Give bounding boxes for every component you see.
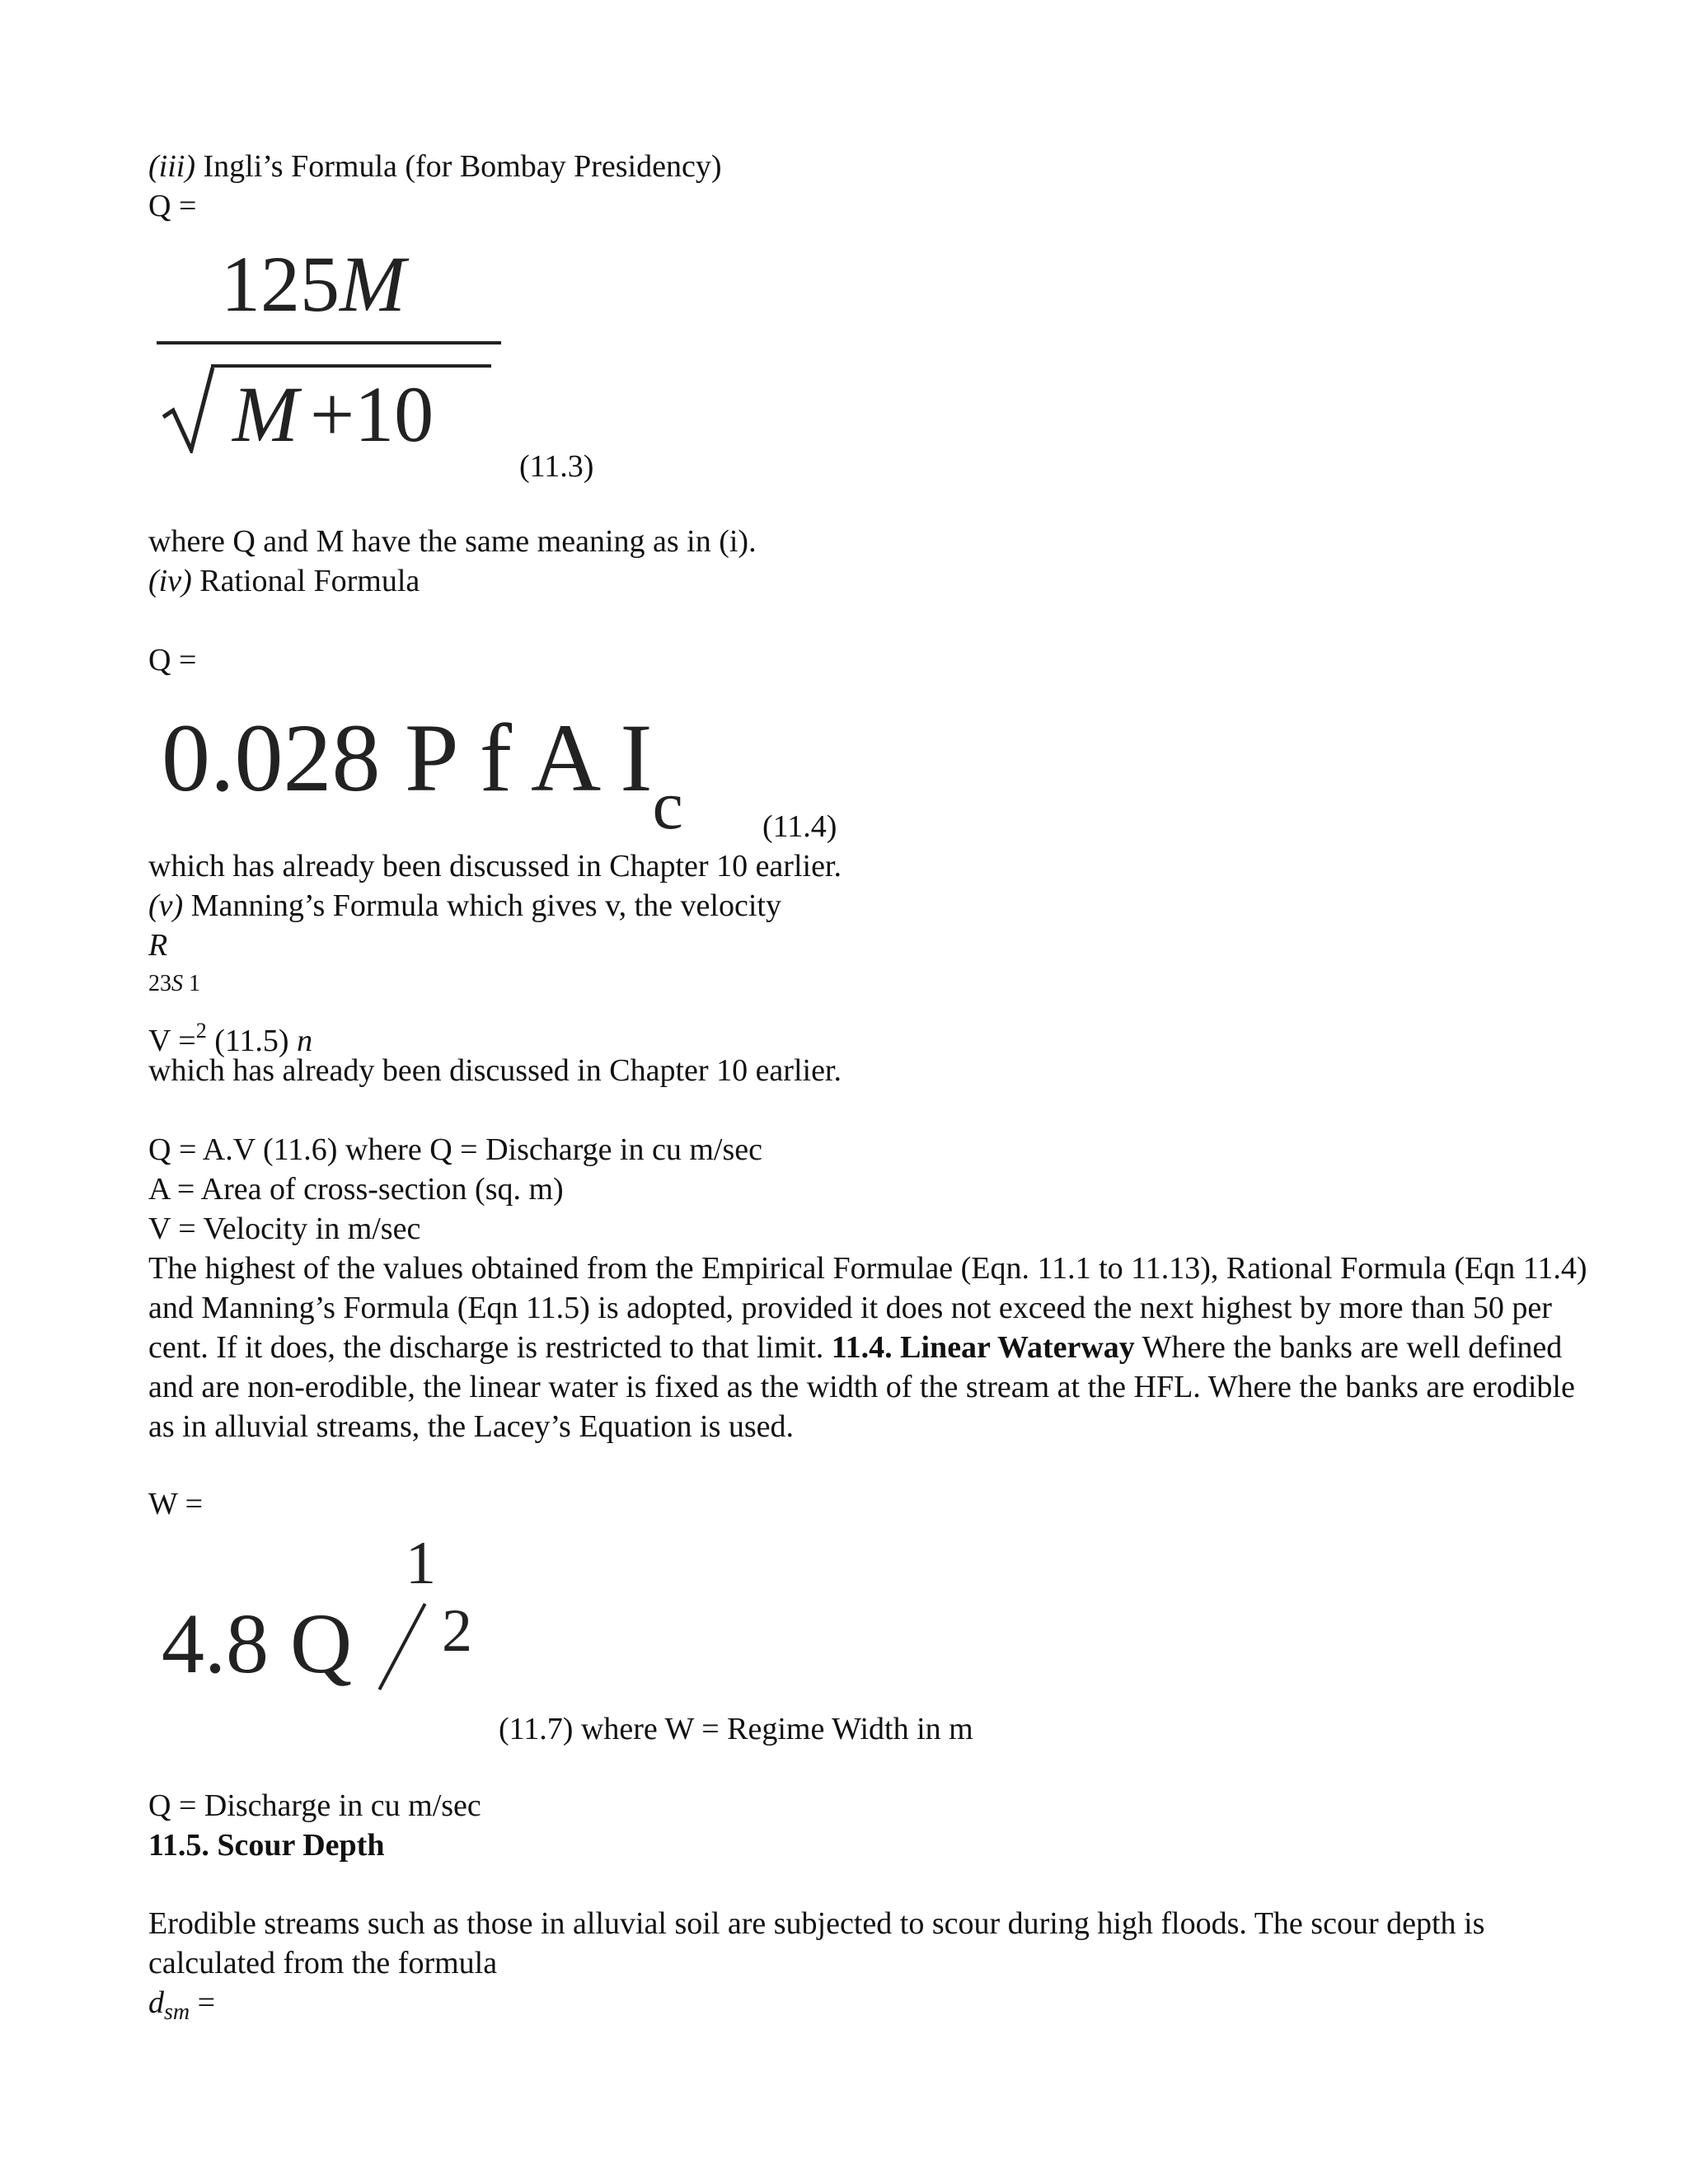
rational-formula: 0.028 P f A $I_c$ xyxy=(162,704,683,844)
w-eq: W = xyxy=(148,1487,204,1521)
ingli-denominator-var: M xyxy=(232,370,298,458)
ingli-title: Ingli’s Formula (for Bombay Presidency) xyxy=(203,149,722,184)
sqrt-icon xyxy=(162,363,219,453)
ingli-heading xyxy=(148,147,722,186)
qav-line-2: A = Area of cross-section (sq. m) xyxy=(148,1172,564,1207)
ingli-note: where Q and M have the same meaning as in (i). xyxy=(148,524,757,559)
scour-paragraph: Erodible streams such as those in alluvial soil are subjected to scour during high floods. The scour depth is calculated from the formula xyxy=(148,1906,1485,1980)
item-label-iv: (iv) xyxy=(148,564,192,598)
manning-title: Manning’s Formula which gives v, the velocity xyxy=(190,888,781,923)
ingli-numerator: 125M xyxy=(221,240,406,328)
item-label-iii: (iii) xyxy=(148,149,195,184)
q-definition: Q = Discharge in cu m/sec xyxy=(148,1788,481,1823)
section-heading-11-4: 11.4. Linear Waterway xyxy=(831,1330,1135,1365)
ingli-denominator: M +10 xyxy=(232,370,434,458)
ingli-numerator-var: M xyxy=(340,240,406,328)
lacey-exp-den: 2 xyxy=(442,1597,472,1665)
eq-11-7-line: (11.7) where W = Regime Width in m xyxy=(499,1712,973,1746)
ingli-formula xyxy=(157,239,511,470)
rational-heading xyxy=(148,561,420,601)
manning-fragment: 23S 1 xyxy=(148,971,200,996)
manning-heading xyxy=(148,886,781,926)
body-paragraph: The highest of the values obtained from the Empirical Formulae (Eqn. 11.1 to 11.13), Rational Formula (Eqn 11.4) and Manning’s Formula (Eqn 11.5) is adopted, provided it does not exceed the next highest by more than 50 per cent. If it does, the discharge is restricted to that limit. 11.4. Linear Waterway Where the banks are well defined and are non-erodible, the linear water is fixed as the width of the stream at the HFL. Where the banks are erodible as in alluvial streams, the Lacey’s Equation is used. xyxy=(148,1251,1587,1444)
manning-r: R xyxy=(148,928,168,963)
ingli-q-eq: Q = xyxy=(148,189,197,223)
rational-formula-sub: c xyxy=(652,767,683,844)
lacey-exp-slash xyxy=(378,1603,427,1690)
manning-note: which has already been discussed in Chapter 10 earlier. xyxy=(148,1053,842,1088)
manning-equation: V =$^2$ (11.5) n xyxy=(148,1019,313,1058)
lacey-exp-num: 1 xyxy=(406,1530,436,1597)
rational-note: which has already been discussed in Chapter 10 earlier. xyxy=(148,849,842,883)
lacey-formula xyxy=(162,1530,508,1718)
rational-title: Rational Formula xyxy=(199,564,420,598)
qav-line-3: V = Velocity in m/sec xyxy=(148,1212,421,1246)
item-label-v: (v) xyxy=(148,888,184,923)
qav-line-1: Q = A.V (11.6) where Q = Discharge in cu m/sec xyxy=(148,1132,762,1167)
sqrt-overbar xyxy=(211,364,491,368)
eq-number-11-3: (11.3) xyxy=(519,449,594,484)
section-heading-11-5: 11.5. Scour Depth xyxy=(148,1828,385,1863)
fraction-bar xyxy=(157,341,501,344)
dsm-equation: $d_{sm}$ = xyxy=(148,1985,216,2025)
eq-number-11-4: (11.4) xyxy=(762,809,837,844)
rational-q-eq: Q = xyxy=(148,643,197,677)
lacey-main: 4.8 Q xyxy=(162,1596,353,1691)
